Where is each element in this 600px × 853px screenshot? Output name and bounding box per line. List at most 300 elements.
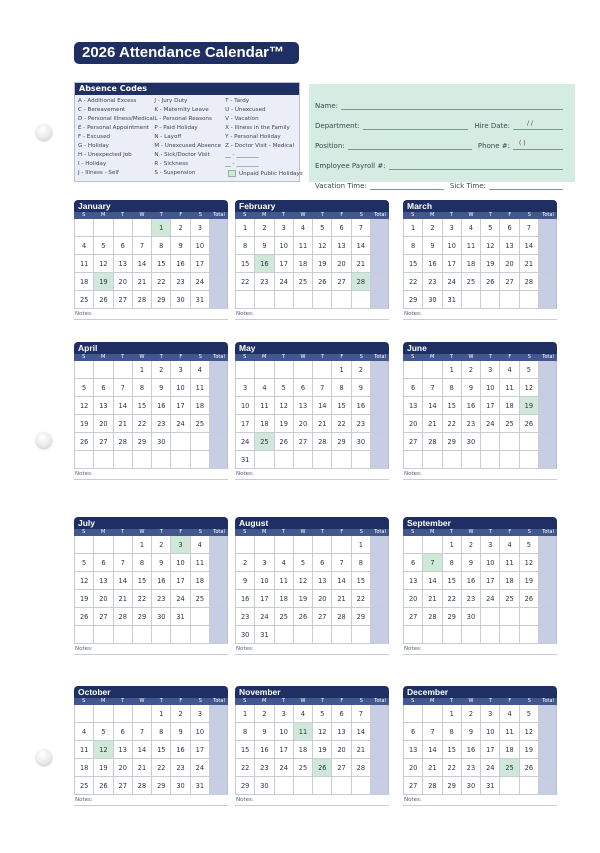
day-cell[interactable]: 4 <box>75 237 94 255</box>
day-cell[interactable] <box>481 433 500 451</box>
day-cell[interactable]: 2 <box>152 536 171 554</box>
day-cell[interactable]: 26 <box>75 608 94 626</box>
day-cell[interactable] <box>404 361 423 379</box>
day-cell[interactable]: 21 <box>423 415 442 433</box>
day-cell[interactable] <box>500 291 519 309</box>
month-notes[interactable]: Notes: <box>403 795 557 806</box>
day-cell[interactable] <box>191 626 210 644</box>
day-cell[interactable]: 5 <box>520 536 539 554</box>
day-cell[interactable] <box>94 219 113 237</box>
day-cell[interactable]: 6 <box>94 379 113 397</box>
day-cell[interactable]: 1 <box>152 219 171 237</box>
day-cell[interactable]: 5 <box>94 237 113 255</box>
week-total-cell[interactable] <box>539 273 557 291</box>
day-cell[interactable]: 4 <box>191 361 210 379</box>
day-cell[interactable]: 1 <box>404 219 423 237</box>
day-cell[interactable]: 9 <box>352 379 371 397</box>
day-cell[interactable]: 23 <box>171 759 190 777</box>
day-cell[interactable]: 4 <box>500 361 519 379</box>
day-cell[interactable]: 20 <box>500 255 519 273</box>
day-cell[interactable]: 7 <box>114 379 133 397</box>
day-cell[interactable]: 16 <box>255 255 274 273</box>
day-cell[interactable]: 19 <box>75 590 94 608</box>
day-cell[interactable] <box>332 291 351 309</box>
day-cell[interactable]: 24 <box>275 273 294 291</box>
day-cell[interactable]: 24 <box>236 433 255 451</box>
day-cell[interactable]: 2 <box>462 536 481 554</box>
day-cell[interactable]: 13 <box>404 741 423 759</box>
week-total-cell[interactable] <box>371 723 389 741</box>
day-cell[interactable]: 11 <box>500 379 519 397</box>
day-cell[interactable]: 30 <box>462 608 481 626</box>
day-cell[interactable]: 31 <box>191 291 210 309</box>
day-cell[interactable]: 13 <box>94 397 113 415</box>
week-total-cell[interactable] <box>210 572 228 590</box>
day-cell[interactable]: 5 <box>75 554 94 572</box>
day-cell[interactable]: 13 <box>404 572 423 590</box>
day-cell[interactable]: 5 <box>481 219 500 237</box>
day-cell[interactable]: 12 <box>520 554 539 572</box>
day-cell[interactable]: 3 <box>171 536 190 554</box>
week-total-cell[interactable] <box>539 536 557 554</box>
week-total-cell[interactable] <box>539 741 557 759</box>
day-cell[interactable]: 25 <box>75 777 94 795</box>
day-cell[interactable] <box>275 451 294 469</box>
day-cell[interactable]: 25 <box>294 759 313 777</box>
day-cell[interactable]: 16 <box>462 572 481 590</box>
day-cell[interactable]: 31 <box>191 777 210 795</box>
day-cell[interactable]: 24 <box>255 608 274 626</box>
day-cell[interactable]: 6 <box>332 705 351 723</box>
employee-id-field[interactable] <box>389 159 563 170</box>
day-cell[interactable]: 10 <box>171 379 190 397</box>
day-cell[interactable]: 28 <box>114 433 133 451</box>
day-cell[interactable] <box>423 626 442 644</box>
day-cell[interactable] <box>75 626 94 644</box>
day-cell[interactable]: 10 <box>443 237 462 255</box>
day-cell[interactable]: 6 <box>94 554 113 572</box>
day-cell[interactable] <box>423 361 442 379</box>
day-cell[interactable] <box>481 608 500 626</box>
week-total-cell[interactable] <box>539 590 557 608</box>
week-total-cell[interactable] <box>371 433 389 451</box>
day-cell[interactable]: 13 <box>294 397 313 415</box>
day-cell[interactable]: 9 <box>462 379 481 397</box>
day-cell[interactable]: 22 <box>443 759 462 777</box>
day-cell[interactable] <box>191 608 210 626</box>
week-total-cell[interactable] <box>539 397 557 415</box>
day-cell[interactable]: 21 <box>423 590 442 608</box>
day-cell[interactable]: 16 <box>171 741 190 759</box>
day-cell[interactable]: 28 <box>520 273 539 291</box>
day-cell[interactable] <box>294 626 313 644</box>
day-cell[interactable]: 24 <box>481 590 500 608</box>
day-cell[interactable]: 9 <box>462 723 481 741</box>
month-notes[interactable]: Notes: <box>403 644 557 655</box>
day-cell[interactable]: 2 <box>171 219 190 237</box>
day-cell[interactable] <box>520 626 539 644</box>
day-cell[interactable]: 17 <box>275 741 294 759</box>
day-cell[interactable]: 3 <box>481 705 500 723</box>
day-cell[interactable]: 17 <box>481 741 500 759</box>
week-total-cell[interactable] <box>371 608 389 626</box>
day-cell[interactable]: 27 <box>332 273 351 291</box>
month-notes[interactable]: Notes: <box>235 469 389 480</box>
day-cell[interactable]: 1 <box>443 361 462 379</box>
day-cell[interactable] <box>500 451 519 469</box>
week-total-cell[interactable] <box>210 705 228 723</box>
day-cell[interactable]: 6 <box>332 219 351 237</box>
day-cell[interactable]: 27 <box>404 433 423 451</box>
day-cell[interactable]: 29 <box>133 433 152 451</box>
day-cell[interactable] <box>114 219 133 237</box>
day-cell[interactable]: 3 <box>236 379 255 397</box>
day-cell[interactable] <box>133 705 152 723</box>
day-cell[interactable]: 6 <box>404 723 423 741</box>
day-cell[interactable]: 20 <box>294 415 313 433</box>
day-cell[interactable] <box>332 536 351 554</box>
day-cell[interactable] <box>255 536 274 554</box>
month-notes[interactable]: Notes: <box>74 469 228 480</box>
week-total-cell[interactable] <box>210 777 228 795</box>
week-total-cell[interactable] <box>210 415 228 433</box>
day-cell[interactable]: 4 <box>275 554 294 572</box>
day-cell[interactable]: 26 <box>481 273 500 291</box>
day-cell[interactable]: 27 <box>94 433 113 451</box>
day-cell[interactable]: 21 <box>352 255 371 273</box>
day-cell[interactable]: 14 <box>133 255 152 273</box>
day-cell[interactable] <box>423 705 442 723</box>
day-cell[interactable]: 12 <box>313 723 332 741</box>
day-cell[interactable]: 25 <box>500 415 519 433</box>
day-cell[interactable]: 25 <box>255 433 274 451</box>
day-cell[interactable]: 13 <box>404 397 423 415</box>
day-cell[interactable] <box>404 705 423 723</box>
day-cell[interactable] <box>443 626 462 644</box>
day-cell[interactable]: 21 <box>352 741 371 759</box>
week-total-cell[interactable] <box>539 433 557 451</box>
week-total-cell[interactable] <box>371 554 389 572</box>
day-cell[interactable]: 10 <box>275 723 294 741</box>
day-cell[interactable] <box>152 626 171 644</box>
day-cell[interactable] <box>313 777 332 795</box>
day-cell[interactable]: 19 <box>313 255 332 273</box>
day-cell[interactable]: 2 <box>462 361 481 379</box>
day-cell[interactable] <box>94 536 113 554</box>
day-cell[interactable]: 7 <box>133 723 152 741</box>
day-cell[interactable] <box>294 536 313 554</box>
day-cell[interactable] <box>294 777 313 795</box>
day-cell[interactable]: 26 <box>94 777 113 795</box>
day-cell[interactable]: 19 <box>520 397 539 415</box>
day-cell[interactable]: 18 <box>294 741 313 759</box>
day-cell[interactable]: 9 <box>236 572 255 590</box>
day-cell[interactable] <box>520 451 539 469</box>
week-total-cell[interactable] <box>210 536 228 554</box>
day-cell[interactable]: 14 <box>133 741 152 759</box>
day-cell[interactable] <box>404 451 423 469</box>
day-cell[interactable]: 7 <box>352 705 371 723</box>
week-total-cell[interactable] <box>210 590 228 608</box>
day-cell[interactable]: 2 <box>352 361 371 379</box>
day-cell[interactable]: 22 <box>236 759 255 777</box>
day-cell[interactable]: 27 <box>500 273 519 291</box>
month-notes[interactable]: Notes: <box>74 644 228 655</box>
day-cell[interactable]: 10 <box>191 723 210 741</box>
day-cell[interactable] <box>191 433 210 451</box>
day-cell[interactable]: 8 <box>404 237 423 255</box>
day-cell[interactable] <box>171 626 190 644</box>
day-cell[interactable]: 8 <box>152 723 171 741</box>
day-cell[interactable]: 20 <box>404 759 423 777</box>
day-cell[interactable]: 2 <box>255 705 274 723</box>
day-cell[interactable] <box>462 626 481 644</box>
day-cell[interactable]: 9 <box>171 723 190 741</box>
day-cell[interactable]: 31 <box>443 291 462 309</box>
day-cell[interactable]: 29 <box>332 433 351 451</box>
week-total-cell[interactable] <box>371 705 389 723</box>
day-cell[interactable]: 9 <box>152 554 171 572</box>
day-cell[interactable]: 18 <box>75 273 94 291</box>
day-cell[interactable]: 7 <box>423 379 442 397</box>
month-notes[interactable]: Notes: <box>74 309 228 320</box>
day-cell[interactable]: 19 <box>520 741 539 759</box>
day-cell[interactable]: 2 <box>171 705 190 723</box>
day-cell[interactable]: 5 <box>275 379 294 397</box>
day-cell[interactable]: 27 <box>114 777 133 795</box>
day-cell[interactable]: 14 <box>423 741 442 759</box>
day-cell[interactable]: 18 <box>75 759 94 777</box>
week-total-cell[interactable] <box>210 291 228 309</box>
day-cell[interactable]: 4 <box>500 705 519 723</box>
department-field[interactable] <box>363 119 469 130</box>
day-cell[interactable]: 30 <box>423 291 442 309</box>
day-cell[interactable]: 2 <box>152 361 171 379</box>
day-cell[interactable]: 27 <box>94 608 113 626</box>
day-cell[interactable] <box>114 451 133 469</box>
day-cell[interactable]: 29 <box>352 608 371 626</box>
day-cell[interactable]: 28 <box>114 608 133 626</box>
week-total-cell[interactable] <box>539 705 557 723</box>
day-cell[interactable]: 13 <box>313 572 332 590</box>
day-cell[interactable]: 9 <box>171 237 190 255</box>
day-cell[interactable]: 10 <box>481 554 500 572</box>
day-cell[interactable]: 22 <box>443 590 462 608</box>
day-cell[interactable]: 15 <box>152 741 171 759</box>
day-cell[interactable]: 16 <box>152 572 171 590</box>
day-cell[interactable]: 23 <box>255 759 274 777</box>
day-cell[interactable]: 24 <box>191 759 210 777</box>
month-notes[interactable]: Notes: <box>403 309 557 320</box>
day-cell[interactable] <box>500 433 519 451</box>
week-total-cell[interactable] <box>371 273 389 291</box>
day-cell[interactable]: 15 <box>133 572 152 590</box>
day-cell[interactable]: 18 <box>294 255 313 273</box>
day-cell[interactable]: 14 <box>352 723 371 741</box>
day-cell[interactable] <box>275 626 294 644</box>
day-cell[interactable]: 23 <box>255 273 274 291</box>
day-cell[interactable] <box>94 705 113 723</box>
day-cell[interactable] <box>313 451 332 469</box>
day-cell[interactable]: 30 <box>171 291 190 309</box>
day-cell[interactable]: 3 <box>275 219 294 237</box>
day-cell[interactable] <box>236 291 255 309</box>
day-cell[interactable]: 15 <box>352 572 371 590</box>
week-total-cell[interactable] <box>371 536 389 554</box>
day-cell[interactable]: 5 <box>75 379 94 397</box>
day-cell[interactable] <box>443 451 462 469</box>
day-cell[interactable]: 17 <box>191 741 210 759</box>
day-cell[interactable]: 8 <box>133 379 152 397</box>
day-cell[interactable]: 1 <box>236 705 255 723</box>
week-total-cell[interactable] <box>210 379 228 397</box>
day-cell[interactable] <box>114 361 133 379</box>
day-cell[interactable]: 7 <box>520 219 539 237</box>
month-notes[interactable]: Notes: <box>235 795 389 806</box>
week-total-cell[interactable] <box>539 572 557 590</box>
day-cell[interactable]: 24 <box>443 273 462 291</box>
day-cell[interactable]: 4 <box>462 219 481 237</box>
day-cell[interactable]: 28 <box>352 273 371 291</box>
day-cell[interactable] <box>275 536 294 554</box>
day-cell[interactable] <box>481 451 500 469</box>
day-cell[interactable]: 28 <box>133 777 152 795</box>
day-cell[interactable] <box>313 536 332 554</box>
day-cell[interactable]: 29 <box>443 777 462 795</box>
day-cell[interactable]: 7 <box>332 554 351 572</box>
day-cell[interactable]: 22 <box>152 273 171 291</box>
week-total-cell[interactable] <box>371 741 389 759</box>
day-cell[interactable] <box>255 361 274 379</box>
week-total-cell[interactable] <box>210 451 228 469</box>
day-cell[interactable]: 13 <box>332 723 351 741</box>
day-cell[interactable]: 21 <box>114 415 133 433</box>
day-cell[interactable]: 13 <box>114 741 133 759</box>
week-total-cell[interactable] <box>539 608 557 626</box>
day-cell[interactable]: 1 <box>443 536 462 554</box>
day-cell[interactable]: 1 <box>133 361 152 379</box>
day-cell[interactable]: 6 <box>294 379 313 397</box>
day-cell[interactable] <box>462 291 481 309</box>
day-cell[interactable]: 22 <box>236 273 255 291</box>
day-cell[interactable]: 22 <box>443 415 462 433</box>
week-total-cell[interactable] <box>539 361 557 379</box>
day-cell[interactable]: 3 <box>171 361 190 379</box>
day-cell[interactable]: 18 <box>500 572 519 590</box>
sick-time-field[interactable] <box>489 179 563 190</box>
day-cell[interactable]: 23 <box>462 590 481 608</box>
day-cell[interactable]: 17 <box>191 255 210 273</box>
day-cell[interactable]: 25 <box>500 759 519 777</box>
day-cell[interactable]: 25 <box>462 273 481 291</box>
week-total-cell[interactable] <box>371 626 389 644</box>
day-cell[interactable]: 3 <box>481 361 500 379</box>
day-cell[interactable]: 20 <box>332 741 351 759</box>
day-cell[interactable]: 20 <box>114 759 133 777</box>
week-total-cell[interactable] <box>371 291 389 309</box>
day-cell[interactable]: 3 <box>275 705 294 723</box>
day-cell[interactable]: 28 <box>423 433 442 451</box>
day-cell[interactable] <box>404 626 423 644</box>
day-cell[interactable]: 3 <box>481 536 500 554</box>
day-cell[interactable]: 8 <box>152 237 171 255</box>
day-cell[interactable]: 19 <box>275 415 294 433</box>
day-cell[interactable]: 18 <box>500 397 519 415</box>
week-total-cell[interactable] <box>539 415 557 433</box>
day-cell[interactable]: 7 <box>114 554 133 572</box>
week-total-cell[interactable] <box>371 777 389 795</box>
day-cell[interactable]: 7 <box>423 723 442 741</box>
day-cell[interactable] <box>75 219 94 237</box>
week-total-cell[interactable] <box>210 741 228 759</box>
week-total-cell[interactable] <box>371 237 389 255</box>
day-cell[interactable]: 24 <box>171 415 190 433</box>
day-cell[interactable] <box>500 608 519 626</box>
day-cell[interactable]: 29 <box>236 777 255 795</box>
day-cell[interactable]: 30 <box>236 626 255 644</box>
day-cell[interactable]: 17 <box>171 572 190 590</box>
day-cell[interactable]: 12 <box>94 741 113 759</box>
month-notes[interactable]: Notes: <box>403 469 557 480</box>
day-cell[interactable] <box>332 451 351 469</box>
day-cell[interactable]: 11 <box>191 554 210 572</box>
day-cell[interactable]: 25 <box>275 608 294 626</box>
day-cell[interactable]: 23 <box>152 415 171 433</box>
day-cell[interactable]: 19 <box>481 255 500 273</box>
day-cell[interactable]: 12 <box>520 379 539 397</box>
day-cell[interactable]: 21 <box>133 759 152 777</box>
day-cell[interactable]: 2 <box>255 219 274 237</box>
day-cell[interactable]: 17 <box>171 397 190 415</box>
day-cell[interactable] <box>294 291 313 309</box>
week-total-cell[interactable] <box>539 626 557 644</box>
day-cell[interactable]: 23 <box>171 273 190 291</box>
day-cell[interactable]: 5 <box>520 705 539 723</box>
day-cell[interactable] <box>520 777 539 795</box>
day-cell[interactable]: 8 <box>443 379 462 397</box>
day-cell[interactable]: 30 <box>352 433 371 451</box>
week-total-cell[interactable] <box>539 723 557 741</box>
day-cell[interactable]: 17 <box>481 397 500 415</box>
day-cell[interactable] <box>313 626 332 644</box>
day-cell[interactable]: 16 <box>236 590 255 608</box>
day-cell[interactable]: 7 <box>133 237 152 255</box>
day-cell[interactable]: 13 <box>332 237 351 255</box>
day-cell[interactable]: 23 <box>352 415 371 433</box>
day-cell[interactable] <box>171 433 190 451</box>
day-cell[interactable]: 26 <box>75 433 94 451</box>
day-cell[interactable]: 23 <box>423 273 442 291</box>
day-cell[interactable]: 6 <box>404 379 423 397</box>
day-cell[interactable]: 20 <box>332 255 351 273</box>
day-cell[interactable]: 6 <box>404 554 423 572</box>
day-cell[interactable]: 12 <box>313 237 332 255</box>
day-cell[interactable]: 27 <box>404 608 423 626</box>
month-notes[interactable]: Notes: <box>235 309 389 320</box>
day-cell[interactable] <box>352 626 371 644</box>
day-cell[interactable] <box>275 291 294 309</box>
day-cell[interactable]: 1 <box>332 361 351 379</box>
day-cell[interactable] <box>133 451 152 469</box>
day-cell[interactable] <box>94 361 113 379</box>
day-cell[interactable] <box>75 705 94 723</box>
week-total-cell[interactable] <box>539 759 557 777</box>
day-cell[interactable]: 15 <box>133 397 152 415</box>
day-cell[interactable] <box>191 451 210 469</box>
day-cell[interactable]: 8 <box>352 554 371 572</box>
day-cell[interactable]: 6 <box>500 219 519 237</box>
day-cell[interactable]: 15 <box>152 255 171 273</box>
